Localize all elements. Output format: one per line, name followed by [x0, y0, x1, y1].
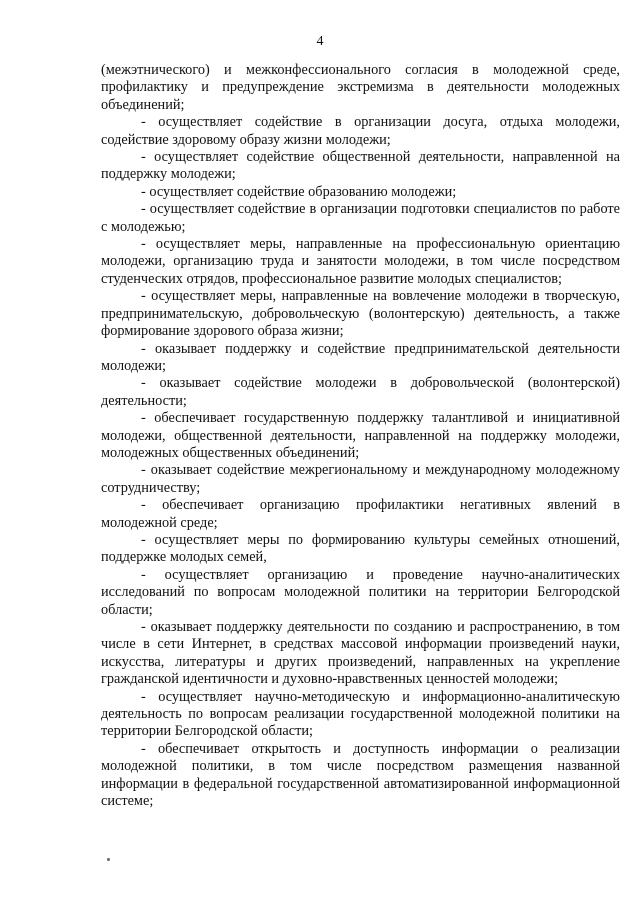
scan-artifact-dot: [107, 858, 110, 861]
paragraph: (межэтнического) и межконфессионального согласия в молодежной среде, профилактику и предупреждение экстремизма в деятельности молодежных объединений;: [101, 62, 620, 113]
paragraph: - оказывает поддержку деятельности по созданию и распространению, в том числе в сети Интернет, в средствах массовой информации произведений науки, искусства, литературы и других произведений, направленных на укрепление гражданской идентичности и духовно-нравственных ценностей молодежи;: [101, 619, 620, 688]
paragraph: - осуществляет содействие в организации досуга, отдыха молодежи, содействие здоровому образу жизни молодежи;: [101, 114, 620, 148]
page-number: 4: [316, 34, 324, 49]
paragraph: - оказывает поддержку и содействие предпринимательской деятельности молодежи;: [101, 340, 620, 374]
paragraph: - обеспечивает организацию профилактики негативных явлений в молодежной среде;: [101, 497, 620, 531]
paragraph: - оказывает содействие молодежи в добровольческой (волонтерской) деятельности;: [101, 375, 620, 409]
paragraph: - оказывает содействие межрегиональному и международному молодежному сотрудничеству;: [101, 462, 620, 496]
paragraph: - осуществляет организацию и проведение научно-аналитических исследований по вопросам молодежной политики на территории Белгородской области;: [101, 566, 620, 618]
paragraph: - обеспечивает открытость и доступность информации о реализации молодежной политики, в том числе посредством размещения названной информации в федеральной государственной автоматизированной информационной системе;: [101, 740, 620, 810]
document-body: [101, 62, 620, 810]
paragraph: - осуществляет содействие в организации подготовки специалистов по работе с молодежью;: [101, 201, 620, 235]
paragraph: - осуществляет меры по формированию культуры семейных отношений, поддержке молодых семей,: [101, 531, 620, 566]
paragraph: - осуществляет меры, направленные на вовлечение молодежи в творческую, предпринимательскую, добровольческую (волонтерскую) деятельность, а также формирование здорового образа жизни;: [101, 288, 620, 340]
paragraph: - осуществляет содействие общественной деятельности, направленной на поддержку молодежи;: [101, 149, 620, 183]
paragraph: - осуществляет меры, направленные на профессиональную ориентацию молодежи, организацию труда и занятости молодежи, в том числе посредством студенческих отрядов, профессиональное развитие молодых специалистов;: [101, 236, 620, 287]
paragraph: - обеспечивает государственную поддержку талантливой и инициативной молодежи, общественной деятельности, направленной на поддержку молодежи, молодежных общественных объединений;: [101, 410, 620, 461]
paragraph: - осуществляет научно-методическую и информационно-аналитическую деятельность по вопросам реализации государственной молодежной политики на территории Белгородской области;: [101, 688, 620, 740]
paragraph: - осуществляет содействие образованию молодежи;: [141, 183, 457, 200]
